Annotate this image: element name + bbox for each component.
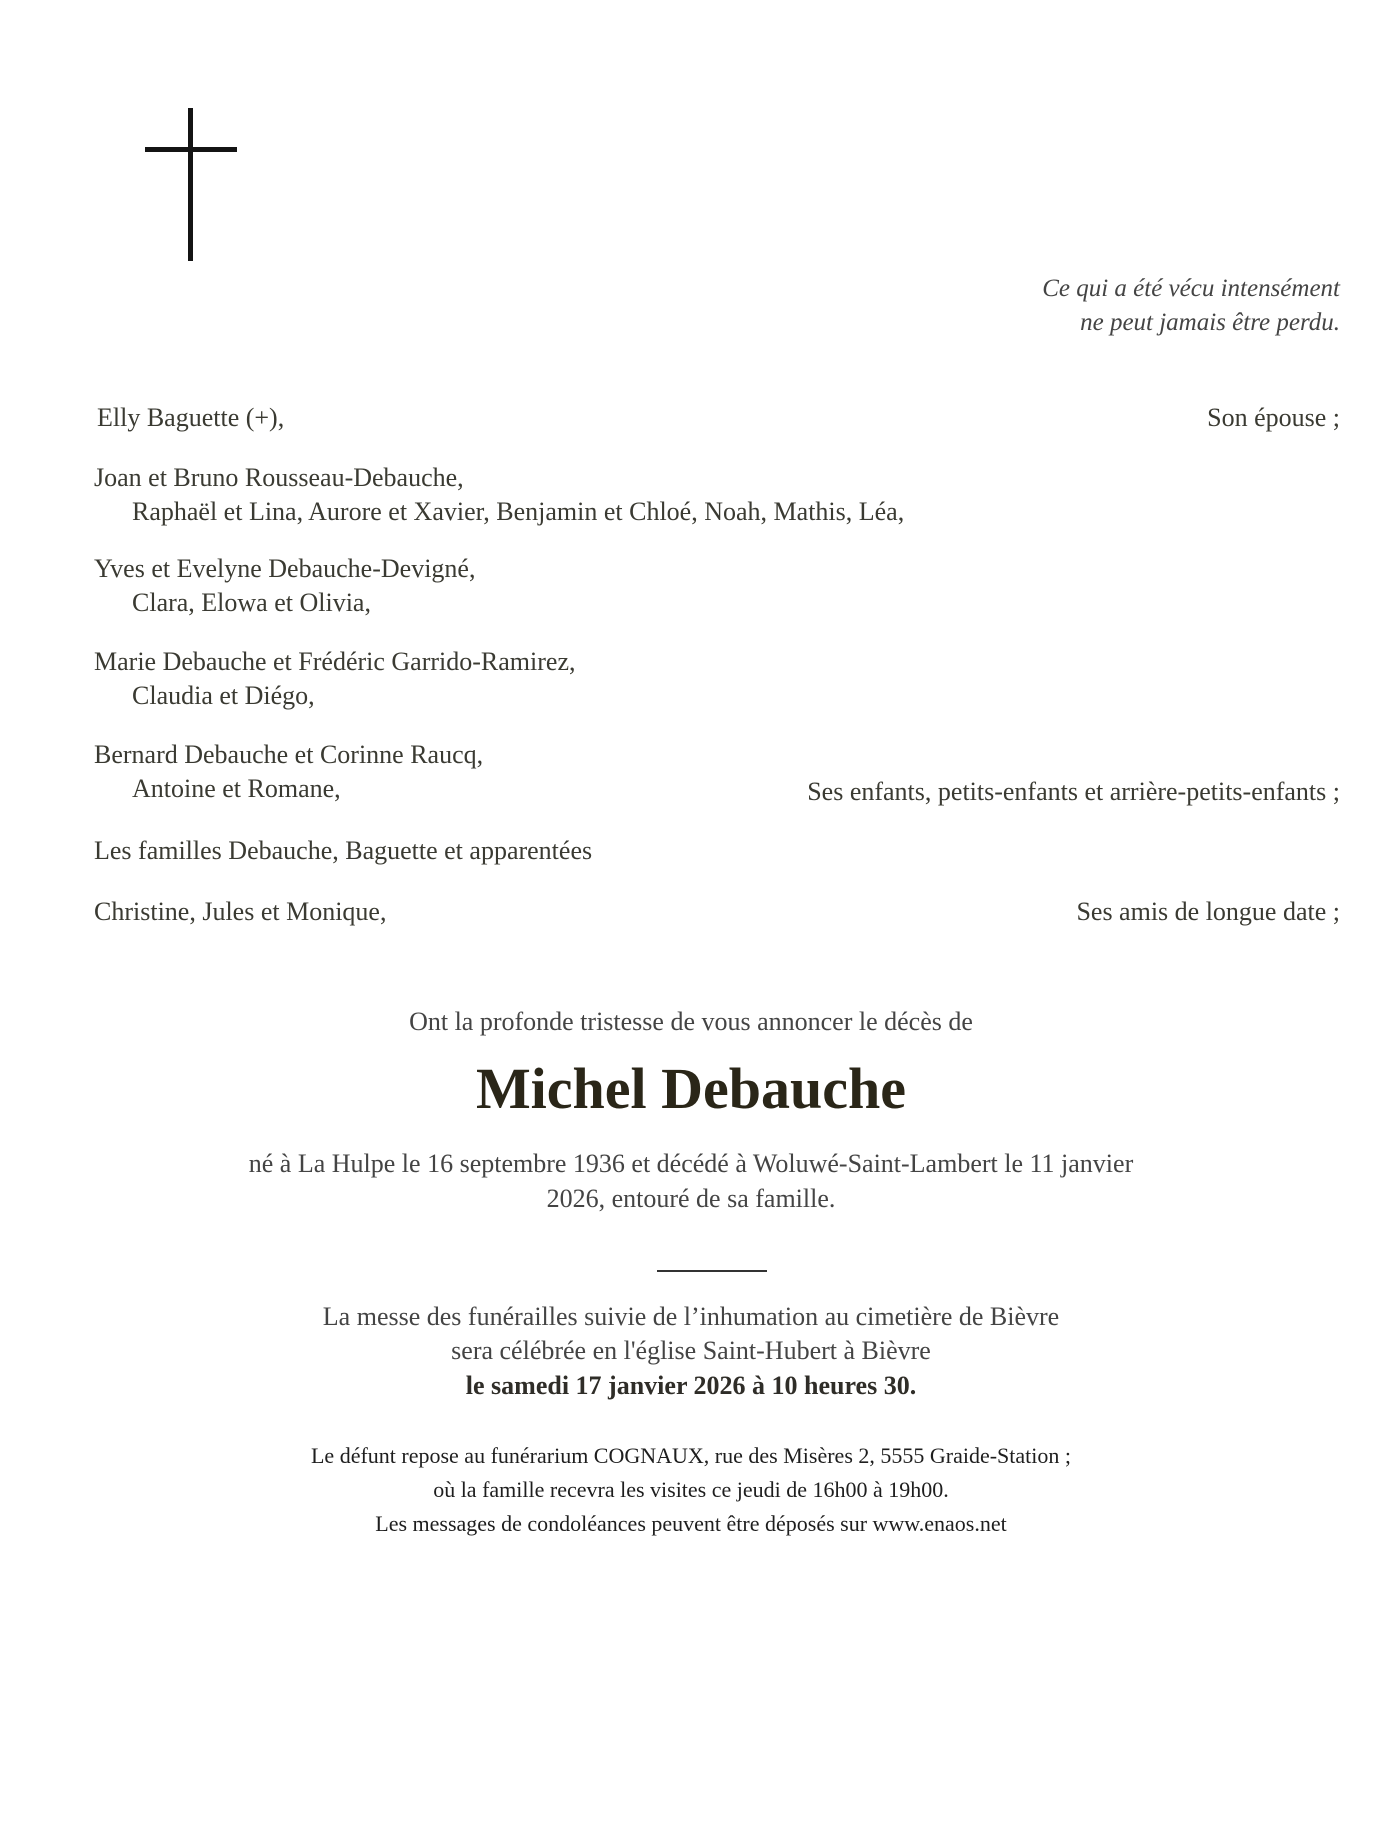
quote-line-2: ne peut jamais être perdu. [1080,309,1340,336]
birth-death-line-2: 2026, entouré de sa famille. [546,1184,836,1213]
announcement-intro: Ont la profonde tristesse de vous annoncer le décès de [409,1007,973,1036]
spouse-role: Son épouse ; [1207,403,1340,432]
child-4-names: Bernard Debauche et Corinne Raucq, [94,740,484,769]
ceremony-line-1: La messe des funérailles suivie de l’inhumation au cimetière de Bièvre [322,1302,1060,1331]
spouse-name: Elly Baguette (+), [97,403,285,432]
child-3-names: Marie Debauche et Frédéric Garrido-Ramirez, [94,647,576,676]
child-4-grandchildren: Antoine et Romane, [132,774,341,803]
child-1-names: Joan et Bruno Rousseau-Debauche, [94,463,464,492]
visits-line-2: où la famille recevra les visites ce jeudi de 16h00 à 19h00. [433,1477,949,1502]
visits-line-3: Les messages de condoléances peuvent être déposés sur www.enaos.net [375,1511,1007,1536]
children-role: Ses enfants, petits-enfants et arrière-petits-enfants ; [807,777,1340,806]
birth-death-line-1: né à La Hulpe le 16 septembre 1936 et décédé à Woluwé-Saint-Lambert le 11 janvier [248,1149,1134,1178]
friends-role: Ses amis de longue date ; [1076,897,1340,926]
child-1-grandchildren: Raphaël et Lina, Aurore et Xavier, Benjamin et Chloé, Noah, Mathis, Léa, [132,497,905,526]
child-2-grandchildren: Clara, Elowa et Olivia, [132,588,371,617]
child-3-grandchildren: Claudia et Diégo, [132,681,315,710]
divider [657,1270,767,1272]
child-2-names: Yves et Evelyne Debauche-Devigné, [94,554,476,583]
ceremony-date: le samedi 17 janvier 2026 à 10 heures 30. [465,1371,917,1400]
epigraph-quote [1042,272,1340,340]
deceased-name: Michel Debauche [475,1056,907,1121]
friends-names: Christine, Jules et Monique, [94,897,387,926]
families-line: Les familles Debauche, Baguette et apparentées [94,836,593,865]
ceremony-line-2: sera célébrée en l'église Saint-Hubert à Bièvre [451,1336,931,1365]
quote-line-1: Ce qui a été vécu intensément [1042,275,1340,302]
visits-line-1: Le défunt repose au funérarium COGNAUX, rue des Misères 2, 5555 Graide-Station ; [310,1443,1072,1468]
cross-icon [145,108,237,261]
ceremony-date-row [0,1369,1382,1403]
